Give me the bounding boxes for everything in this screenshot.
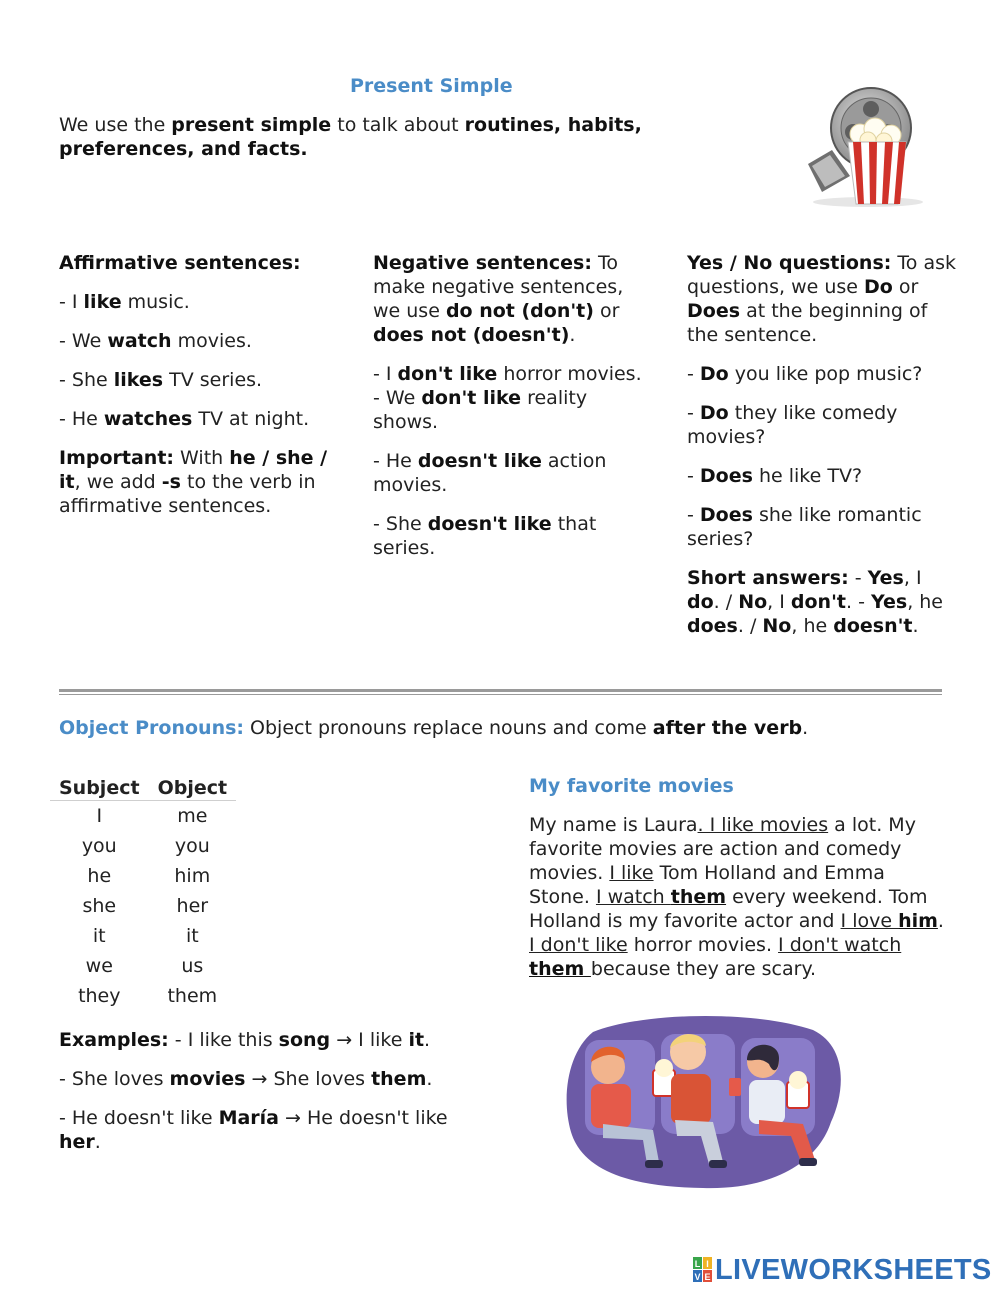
pronoun-table — [50, 776, 236, 1011]
table-row — [50, 951, 236, 981]
table-header-row — [50, 776, 236, 801]
list-item: - She likes TV series. — [59, 369, 263, 391]
table-cell: him — [174, 865, 211, 887]
film-reel-popcorn-image — [798, 84, 938, 208]
table-cell: you — [81, 835, 117, 857]
table-cell: he — [87, 865, 112, 887]
questions-column — [687, 251, 957, 653]
table-row — [50, 801, 236, 832]
column-header: Object — [149, 776, 237, 801]
favorite-movies-title: My favorite movies — [529, 775, 734, 797]
list-item: - Does he like TV? — [687, 465, 863, 487]
list-item: - Do they like comedy movies? — [687, 402, 898, 448]
logo-badge-letter: I — [706, 1259, 709, 1269]
intro-paragraph: We use the present simple to talk about routines, habits, preferences, and facts. — [59, 114, 642, 160]
section-divider-thin — [59, 694, 942, 695]
table-cell: it — [185, 925, 199, 947]
object-pronouns-heading: Object Pronouns: Object pronouns replace nouns and come after the verb. — [59, 717, 809, 739]
affirmative-column — [59, 251, 329, 533]
list-item: - Does she like romantic series? — [687, 504, 922, 550]
logo-badge-letter: E — [704, 1272, 711, 1282]
list-item: - I like music. — [59, 291, 190, 313]
logo-text: LIVEWORKSHEETS — [715, 1254, 992, 1286]
table-row — [50, 891, 236, 921]
table-row — [50, 981, 236, 1011]
table-cell: me — [177, 805, 208, 827]
example-line: Examples: - I like this song → I like it. — [59, 1029, 431, 1051]
negative-column — [373, 251, 643, 575]
example-line: - She loves movies → She loves them. — [59, 1068, 433, 1090]
page-title: Present Simple — [350, 75, 513, 97]
list-item: - We don't like reality shows. — [373, 387, 588, 433]
negative-intro: Negative sentences: To make negative sentences, we use do not (don't) or does not (doesn't). — [373, 252, 624, 346]
affirmative-heading: Affirmative sentences: — [59, 252, 301, 274]
table-cell: it — [92, 925, 106, 947]
favorite-movies-text: My name is Laura. I like movies a lot. My favorite movies are action and comedy movies. I like Tom Holland and Emma Stone. I watch them every weekend. Tom Holland is my favorite actor and I love him. I don't like horror movies. I don't watch them because they are scary. — [529, 814, 944, 980]
table-cell: she — [82, 895, 117, 917]
table-cell: us — [181, 955, 204, 977]
table-row — [50, 831, 236, 861]
table-row — [50, 921, 236, 951]
list-item: - He watches TV at night. — [59, 408, 310, 430]
table-cell: her — [176, 895, 209, 917]
logo-badge-icon — [693, 1257, 713, 1283]
list-item: - Do you like pop music? — [687, 363, 923, 385]
important-note: Important: With he / she / it, we add -s to the verb in affirmative sentences. — [59, 447, 328, 517]
table-cell: you — [174, 835, 210, 857]
section-divider — [59, 689, 942, 692]
table-cell: we — [85, 955, 113, 977]
example-line: - He doesn't like María → He doesn't like her. — [59, 1107, 448, 1153]
column-header: Subject — [50, 776, 149, 801]
logo-badge-letter: L — [694, 1259, 701, 1269]
list-item: - She doesn't like that series. — [373, 513, 597, 559]
short-answers: Short answers: - Yes, I do. / No, I don't. - Yes, he does. / No, he doesn't. — [687, 567, 943, 637]
cinema-kids-image — [563, 1012, 845, 1190]
questions-intro: Yes / No questions: To ask questions, we use Do or Does at the beginning of the sentence. — [687, 252, 956, 346]
examples-block — [59, 1028, 479, 1169]
table-cell: I — [96, 805, 103, 827]
list-item: - I don't like horror movies. — [373, 363, 642, 385]
table-row — [50, 861, 236, 891]
list-item: - He doesn't like action movies. — [373, 450, 607, 496]
table-cell: they — [78, 985, 121, 1007]
logo-badge-letter: V — [694, 1272, 701, 1282]
list-item: - We watch movies. — [59, 330, 252, 352]
table-cell: them — [167, 985, 218, 1007]
